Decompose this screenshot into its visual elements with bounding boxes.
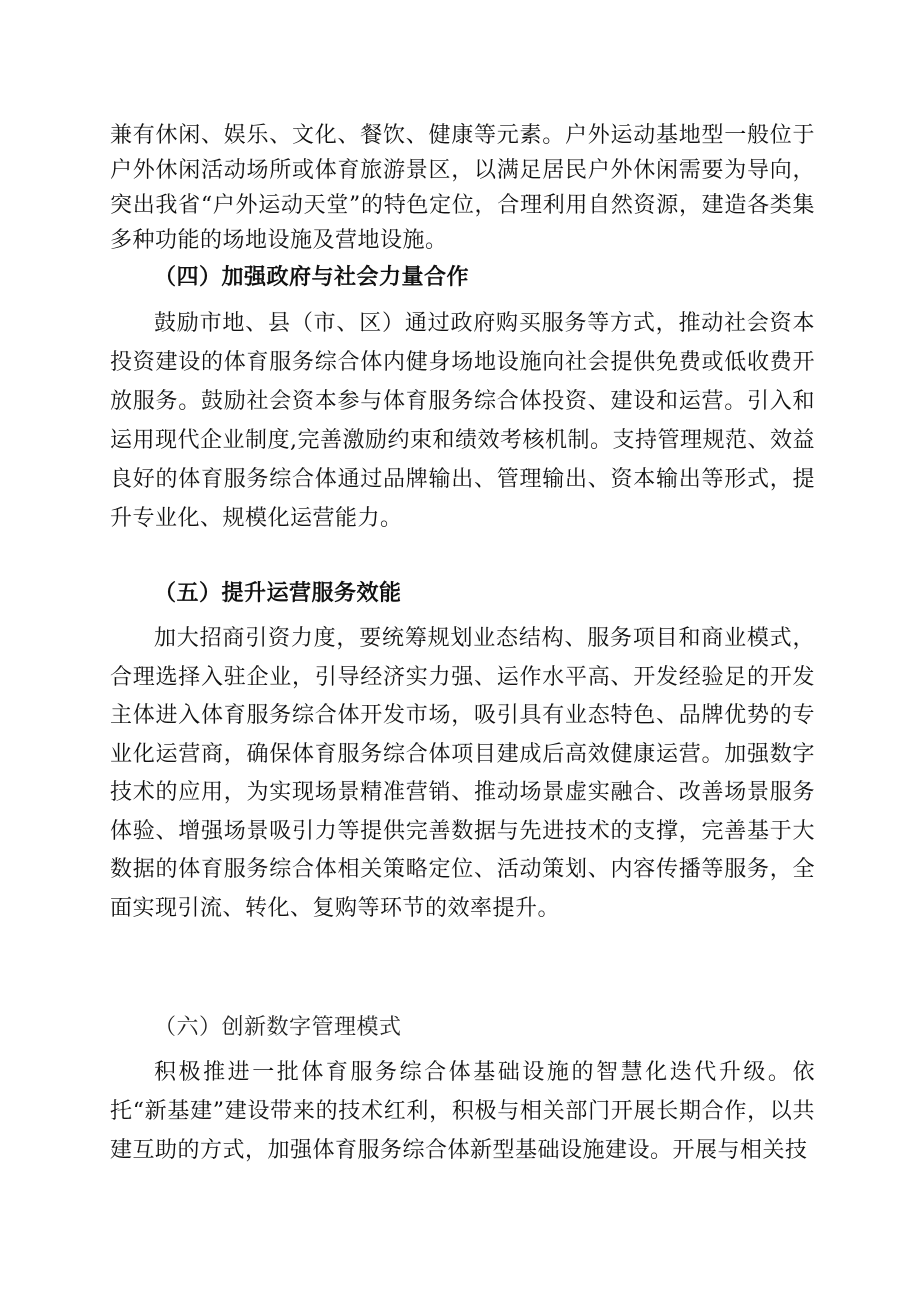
section-4-body: 鼓励市地、县（市、区）通过政府购买服务等方式，推动社会资本投资建设的体育服务综合体内健身场地设施向社会提供免费或低收费开放服务。鼓励社会资本参与体育服务综合体投资、建设和运营。引入和运用现代企业制度,完善激励约束和绩效考核机制。支持管理规范、效益良好的体育服务综合体通过品牌输出、管理输出、资本输出等形式，提升专业化、规模化运营能力。 bbox=[110, 311, 815, 531]
intro-paragraph: 兼有休闲、娱乐、文化、餐饮、健康等元素。户外运动基地型一般位于户外休闲活动场所或体育旅游景区，以满足居民户外休闲需要为导向，突出我省“户外运动天堂”的特色定位，合理利用自然资源，建造各类集多种功能的场地设施及营地设施。 bbox=[110, 123, 815, 253]
section-5-heading: （五）提升运营服务效能 bbox=[154, 581, 402, 606]
section-6-heading: （六）创新数字管理模式 bbox=[154, 1015, 402, 1040]
section-5-body: 加大招商引资力度，要统筹规划业态结构、服务项目和商业模式，合理选择入驻企业，引导经济实力强、运作水平高、开发经验足的开发主体进入体育服务综合体开发市场，吸引具有业态特色、品牌优势的专业化运营商，确保体育服务综合体项目建成后高效健康运营。加强数字技术的应用，为实现场景精准营销、推动场景虚实融合、改善场景服务体验、增强场景吸引力等提供完善数据与先进技术的支撑，完善基于大数据的体育服务综合体相关策略定位、活动策划、内容传播等服务，全面实现引流、转化、复购等环节的效率提升。 bbox=[110, 626, 815, 921]
section-6-body: 积极推进一批体育服务综合体基础设施的智慧化迭代升级。依托“新基建”建设带来的技术红利，积极与相关部门开展长期合作，以共建互助的方式，加强体育服务综合体新型基础设施建设。开展与相关技 bbox=[110, 1060, 815, 1163]
section-4-heading: （四）加强政府与社会力量合作 bbox=[154, 265, 470, 290]
